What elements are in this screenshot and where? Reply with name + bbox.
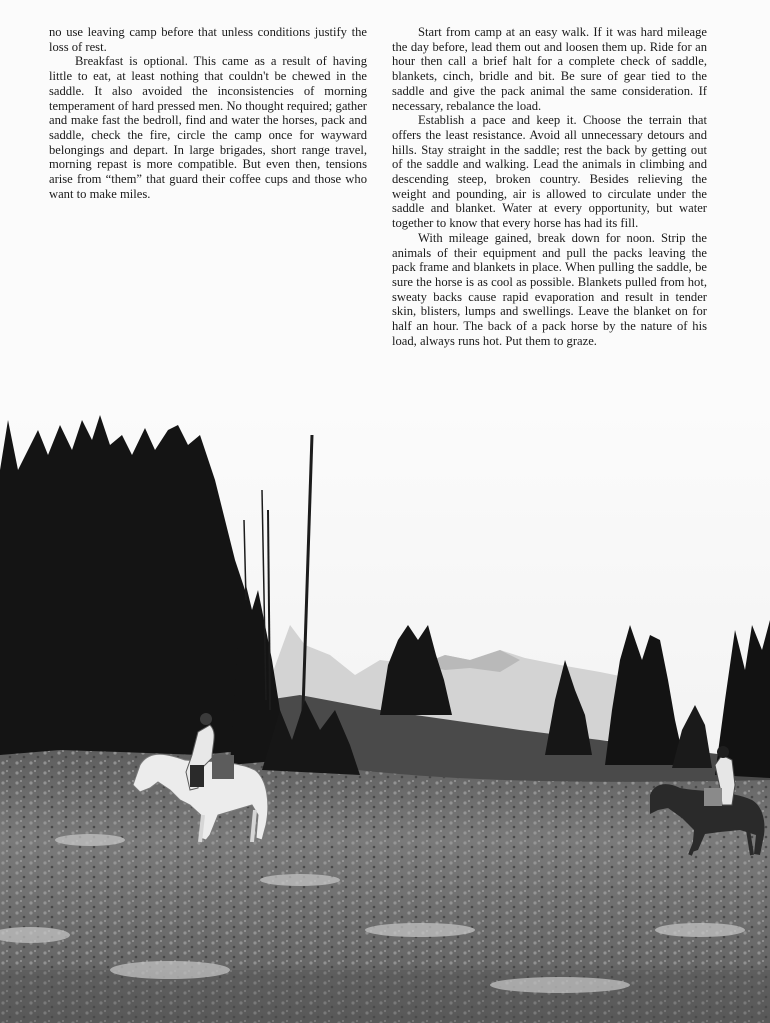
text-column-right bbox=[392, 25, 707, 348]
paragraph: Start from camp at an easy walk. If it was hard mileage the day before, lead them out and loosen them up. Ride for an hour then call a brief halt for a complete check of saddle, blankets, cinch, bridle and bit. Be sure of gear tied to the saddle and give the pack animal the same consideration. If necessary, rebalance the load. bbox=[392, 25, 707, 113]
meadow-photograph bbox=[0, 410, 770, 1023]
paragraph: With mileage gained, break down for noon. Strip the animals of their equipment and pull the packs leaving the pack frame and blankets in place. When pulling the saddle, be sure the horse is as cool as possible. Blankets pulled from hot, sweaty backs cause rapid evaporation and result in tender skin, blisters, lumps and swellings. Leave the blanket on for half an hour. The back of a pack horse by the nature of his load, always runs hot. Put them to graze. bbox=[392, 230, 707, 348]
paragraph: Breakfast is optional. This came as a result of having little to eat, at least nothing that couldn't be chewed in the saddle. It also avoided the inconsistencies of morning temperament of hard pressed men. No thought required; gather and make fast the bedroll, find and water the horses, pack and saddle, check the fire, circle the camp once for wayward belongings and depart. In large brigades, short range travel, morning repast is more compatible. But even then, tensions arise from “them” that guard their coffee cups and those who want to make miles. bbox=[49, 54, 367, 201]
text-column-left bbox=[49, 25, 367, 201]
paragraph: Establish a pace and keep it. Choose the terrain that offers the least resistance. Avoid all unnecessary detours and hills. Stay straight in the saddle; rest the back by getting out of the saddle and walking. Lead the animals in climbing and descending steep, broken country. Besides relieving the weight and pounding, air is allowed to circulate under the saddle and blanket. Water at every opportunity, but water together to know that every horse has had its fill. bbox=[392, 113, 707, 231]
paragraph: no use leaving camp before that unless conditions justify the loss of rest. bbox=[49, 25, 367, 54]
